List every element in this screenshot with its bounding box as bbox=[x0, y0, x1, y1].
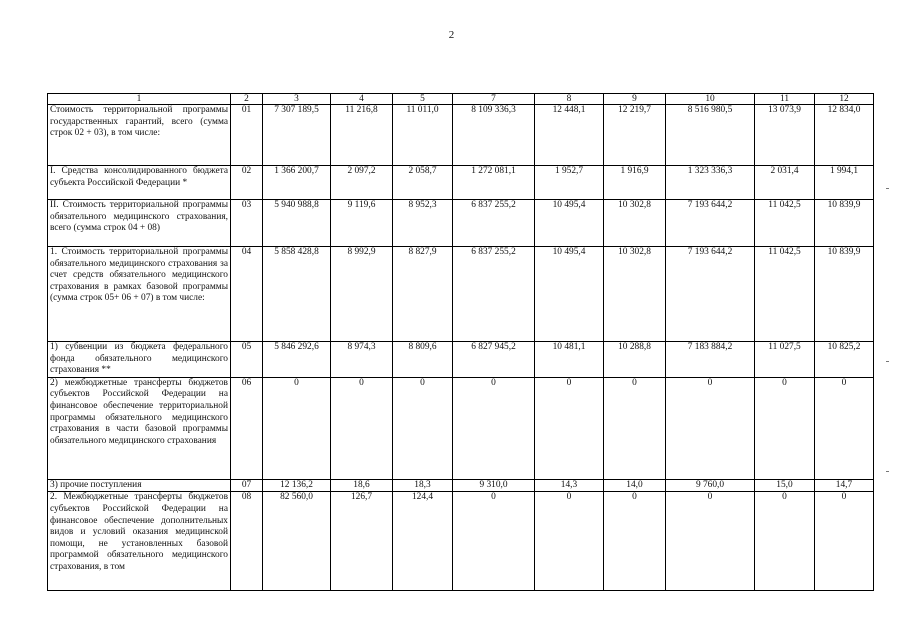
value-cell: 9 760,0 bbox=[666, 479, 755, 492]
table-row bbox=[48, 247, 874, 342]
column-header: 7 bbox=[453, 94, 535, 105]
row-label: Стоимость территориальной программы государственных гарантий, всего (сумма строк 02 + 03), в том числе: bbox=[48, 105, 231, 166]
value-cell: 5 846 292,6 bbox=[263, 342, 331, 378]
column-header: 1 bbox=[48, 94, 231, 105]
value-cell: 12 219,7 bbox=[604, 105, 666, 166]
value-cell: 7 193 644,2 bbox=[666, 247, 755, 342]
value-cell: 2 097,2 bbox=[331, 166, 393, 200]
value-cell: 12 834,0 bbox=[815, 105, 874, 166]
value-cell: 126,7 bbox=[331, 492, 393, 591]
value-cell: 7 307 189,5 bbox=[263, 105, 331, 166]
value-cell: 2 058,7 bbox=[393, 166, 453, 200]
value-cell: 8 992,9 bbox=[331, 247, 393, 342]
row-code: 04 bbox=[231, 247, 263, 342]
value-cell: 1 323 336,3 bbox=[666, 166, 755, 200]
column-header: 3 bbox=[263, 94, 331, 105]
value-cell: 82 560,0 bbox=[263, 492, 331, 591]
page-number: 2 bbox=[448, 29, 455, 41]
scan-mark bbox=[886, 188, 889, 189]
row-code: 08 bbox=[231, 492, 263, 591]
value-cell: 10 302,8 bbox=[604, 200, 666, 247]
value-cell: 9 119,6 bbox=[331, 200, 393, 247]
header-row bbox=[48, 94, 874, 105]
column-header: 5 bbox=[393, 94, 453, 105]
row-label: 2) межбюджетные трансферты бюджетов субъектов Российской Федерации на финансовое обеспечение территориальной программы обязательного медицинского страхования в части базовой программы обязательного медицинского страхования bbox=[48, 377, 231, 479]
value-cell: 0 bbox=[666, 492, 755, 591]
value-cell: 10 825,2 bbox=[815, 342, 874, 378]
value-cell: 8 109 336,3 bbox=[453, 105, 535, 166]
table-row bbox=[48, 105, 874, 166]
value-cell: 7 183 884,2 bbox=[666, 342, 755, 378]
value-cell: 13 073,9 bbox=[755, 105, 815, 166]
value-cell: 8 952,3 bbox=[393, 200, 453, 247]
value-cell: 11 011,0 bbox=[393, 105, 453, 166]
row-label: 3) прочие поступления bbox=[48, 479, 231, 492]
value-cell: 0 bbox=[755, 492, 815, 591]
value-cell: 10 302,8 bbox=[604, 247, 666, 342]
value-cell: 8 974,3 bbox=[331, 342, 393, 378]
row-label: I. Средства консолидированного бюджета субъекта Российской Федерации * bbox=[48, 166, 231, 200]
value-cell: 10 839,9 bbox=[815, 247, 874, 342]
value-cell: 5 858 428,8 bbox=[263, 247, 331, 342]
value-cell: 8 809,6 bbox=[393, 342, 453, 378]
value-cell: 10 288,8 bbox=[604, 342, 666, 378]
value-cell: 8 827,9 bbox=[393, 247, 453, 342]
value-cell: 15,0 bbox=[755, 479, 815, 492]
value-cell: 14,0 bbox=[604, 479, 666, 492]
value-cell: 0 bbox=[535, 492, 604, 591]
value-cell: 6 837 255,2 bbox=[453, 200, 535, 247]
value-cell: 8 516 980,5 bbox=[666, 105, 755, 166]
column-header: 2 bbox=[231, 94, 263, 105]
value-cell: 6 827 945,2 bbox=[453, 342, 535, 378]
table-row bbox=[48, 377, 874, 479]
value-cell: 5 940 988,8 bbox=[263, 200, 331, 247]
column-header: 8 bbox=[535, 94, 604, 105]
table-row bbox=[48, 342, 874, 378]
value-cell: 124,4 bbox=[393, 492, 453, 591]
value-cell: 1 994,1 bbox=[815, 166, 874, 200]
value-cell: 0 bbox=[666, 377, 755, 479]
row-label: 2. Межбюджетные трансферты бюджетов субъектов Российской Федерации на финансовое обеспечение дополнительных видов и условий оказания медицинской помощи, не установленных базовой программой обязательного медицинского страхования, в том bbox=[48, 492, 231, 591]
value-cell: 0 bbox=[331, 377, 393, 479]
value-cell: 0 bbox=[755, 377, 815, 479]
value-cell: 0 bbox=[815, 492, 874, 591]
row-code: 02 bbox=[231, 166, 263, 200]
value-cell: 0 bbox=[453, 492, 535, 591]
value-cell: 10 839,9 bbox=[815, 200, 874, 247]
column-header: 4 bbox=[331, 94, 393, 105]
value-cell: 2 031,4 bbox=[755, 166, 815, 200]
value-cell: 18,6 bbox=[331, 479, 393, 492]
value-cell: 14,3 bbox=[535, 479, 604, 492]
value-cell: 0 bbox=[604, 377, 666, 479]
value-cell: 18,3 bbox=[393, 479, 453, 492]
value-cell: 0 bbox=[815, 377, 874, 479]
row-label: II. Стоимость территориальной программы обязательного медицинского страхования, всего (сумма строк 04 + 08) bbox=[48, 200, 231, 247]
value-cell: 6 837 255,2 bbox=[453, 247, 535, 342]
value-cell: 7 193 644,2 bbox=[666, 200, 755, 247]
value-cell: 10 481,1 bbox=[535, 342, 604, 378]
value-cell: 12 136,2 bbox=[263, 479, 331, 492]
row-code: 01 bbox=[231, 105, 263, 166]
scan-mark bbox=[886, 471, 889, 472]
value-cell: 10 495,4 bbox=[535, 247, 604, 342]
table-row bbox=[48, 492, 874, 591]
row-code: 07 bbox=[231, 479, 263, 492]
value-cell: 0 bbox=[263, 377, 331, 479]
table-row bbox=[48, 479, 874, 492]
value-cell: 0 bbox=[604, 492, 666, 591]
table-row bbox=[48, 200, 874, 247]
column-header: 12 bbox=[815, 94, 874, 105]
value-cell: 0 bbox=[393, 377, 453, 479]
value-cell: 1 916,9 bbox=[604, 166, 666, 200]
row-code: 06 bbox=[231, 377, 263, 479]
value-cell: 10 495,4 bbox=[535, 200, 604, 247]
row-label: 1. Стоимость территориальной программы обязательного медицинского страхования за счет средств обязательного медицинского страхования в рамках базовой программы (сумма строк 05+ 06 + 07) в том числе: bbox=[48, 247, 231, 342]
value-cell: 1 272 081,1 bbox=[453, 166, 535, 200]
value-cell: 1 952,7 bbox=[535, 166, 604, 200]
value-cell: 0 bbox=[453, 377, 535, 479]
value-cell: 11 042,5 bbox=[755, 200, 815, 247]
value-cell: 1 366 200,7 bbox=[263, 166, 331, 200]
scan-mark bbox=[886, 361, 889, 362]
column-header: 11 bbox=[755, 94, 815, 105]
row-label: 1) субвенции из бюджета федерального фонда обязательного медицинского страхования ** bbox=[48, 342, 231, 378]
table-row bbox=[48, 166, 874, 200]
value-cell: 12 448,1 bbox=[535, 105, 604, 166]
financing-table bbox=[47, 93, 874, 591]
column-header: 9 bbox=[604, 94, 666, 105]
value-cell: 0 bbox=[535, 377, 604, 479]
value-cell: 9 310,0 bbox=[453, 479, 535, 492]
value-cell: 11 027,5 bbox=[755, 342, 815, 378]
row-code: 03 bbox=[231, 200, 263, 247]
value-cell: 11 216,8 bbox=[331, 105, 393, 166]
value-cell: 14,7 bbox=[815, 479, 874, 492]
row-code: 05 bbox=[231, 342, 263, 378]
column-header: 10 bbox=[666, 94, 755, 105]
value-cell: 11 042,5 bbox=[755, 247, 815, 342]
